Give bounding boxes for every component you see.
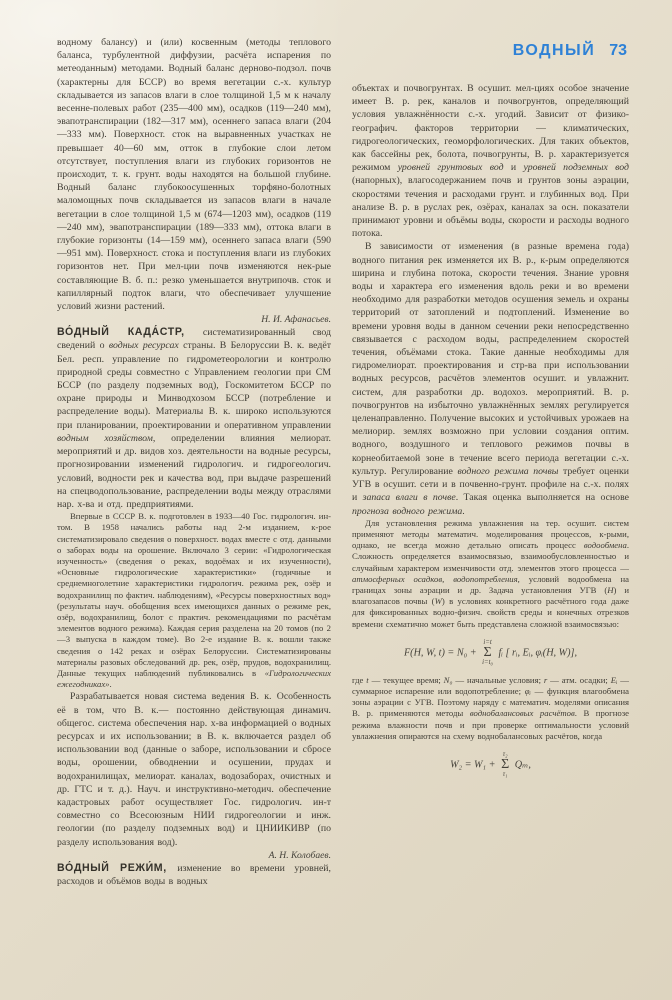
formula2-sum-lower-limit: τ₁ [502, 771, 508, 779]
formula2-sum-upper-limit: τ₂ [502, 750, 508, 758]
running-head-title: ВОДНЫЙ [512, 42, 596, 59]
paragraph-rezhim-continuation: объектах и почвогрунтах. В осушит. мел-циях особое значение имеет В. р. рек, каналов и почвогрунтов, определяющий условия увлажнённости с.-х. угодий. Зависит от физико-географич. факторов территории — климатических, гидрогеологических, геоморфологических. Для таких объектов, как бассейны рек, болота, почвогрунты, В. р. характеризуется режимом уровней грунтовых вод и уровней подземных вод (напорных), влагосодержанием почв и грунтов зоны аэрации, скоростями течения и расходами грунт. и глубинных вод. При анализе В. р. в руслах рек, озёрах, каналах за осн. показатели принимают уровни и объёмы воды, скорости и расходы водного потока. [352, 83, 629, 240]
paragraph-modeling-methods: Для установления режима увлажнения на тер. осушит. систем применяют методы математич. моделирования процессов, к-рыми, однако, не всегда можно детально описать процесс водообмена. Сложность определяется взаимосвязью, взаимообусловленностью и случайным характером изменчивости отд. элементов этого процесса — атмосферных осадков, водопотребления, условий водообмена на границах зоны аэрации и др. Задача установления УГВ (H) и влагозапасов почвы (W) в условиях конкретного расчётного года даже для фиксированных водно-физич. свойств среды и конечных отрезков времени схематично может быть представлена сложной взаимосвязью: [352, 517, 629, 629]
formula1-lhs: F(H, W, t) = N₀ + [403, 647, 477, 659]
sigma-symbol: Σ [483, 645, 492, 661]
formula1-sum-lower-limit: i=t₀ [482, 659, 493, 667]
signature-kolobaev: А. Н. Колобаев. [268, 849, 331, 861]
entry-vodny-kadastr: ВО́ДНЫЙ КАДА́СТР, систематизированный свод сведений о водных ресурсах страны. В Белоруссии В. к. ведёт Бел. респ. управление по гидрометеорологии и контролю природной среды совместно с Управлением геологии при СМ БССР (по разделу подземных вод), Госкомитетом БССР по охране природы и Минводхозом БССР (потребление и распределение воды). Материалы В. к. широко используются при планировании, проектировании и оперативном управлении водным хозяйством, определении влияния мелиорат. мероприятий и др. видов хоз. деятельности на водные ресурсы, прогнозировании изменений гидрологич. и гидрогеологич. условий, водности рек и качества вод, при выдаче разрешений на спецводопользование, распределении воды между отраслями нар. х-ва и отд. предприятиями. [57, 326, 331, 510]
paragraph-kadastr-history: Впервые в СССР В. к. подготовлен в 1933—40 Гос. гидрологич. ин-том. В 1958 начались работы над 2-м изданием, к-рое систематизировало сведения о поверхност. водах вместе с отд. данными о заборах воды на орошение. Включало 3 серии: «Гидрологическая изученность» (сведения о реках, водоёмах и их изученности), «Основные гидрологические характеристики» (годичные и среднемноголетние характеристики гидрологич. режима рек, озёр и водохранилищ по фактич. наблюдениям), «Ресурсы поверхностных вод» (результаты науч. обобщения всех имеющихся данных о режиме рек, озёр, водохранилищ, болот с практич. рекомендациями по расчётам элементов водного режима). Каждая серия разделена на 20 томов (по 2—3 выпуска в каждом томе). Во 2-е издание В. к. вошли также сведения о 142 реках и озёрах Белоруссии. Систематизированы материалы разовых обследований др. рек, озёр, прудов, водохранилищ. Данные текущих наблюдений публиковались в «Гидрологических ежегодниках». [57, 511, 331, 690]
sum-operator-icon [482, 639, 493, 667]
right-column [352, 36, 629, 787]
paragraph-water-balance-continuation: водному балансу) и (или) косвенным (методы теплового баланса, турбулентной диффузии, расчёта испарения по метеоданным) методами. Водный баланс дерново-подзол. почв (характерны для БССР) во время вегетации с.-х. культур складывается из запасов влаги в слое толщиной 1,5 м к началу весенне-полевых работ (235—400 мм), осадков (119—240 мм), эвапотранспирации (182—317 мм), осеннего запаса влаги (204—333 мм). Поверхност. сток на выравненных участках не превышает 40—60 мм, отток в глубокие слои летом отсутствует, поступления влаги из глубоких горизонтов не происходит, т. к. грунт. воды находятся на большой глубине. Водный баланс глубокоосушенных торфяно-болотных маломощных почв складывается из запасов влаги в начале вегетации в слое толщиной 1,5 м (674—1203 мм), осадков (119—240 мм), эвапотранспирации (189—333 мм), оттока влаги в глубокие горизонты (14—159 мм), осеннего запаса влаги (590—951 мм). Поверхност. стока и поступления влаги из глубоких горизонтов нет. При мел-ции почв изменяются нек-рые составляющие В. б. п.: резко уменьшается внутрипочв. сток и капиллярный подток влаги, что обеспечивает улучшение условий жизни растений. [57, 37, 331, 313]
formula-f-h-w-t [352, 639, 629, 667]
formula-water-storage [352, 751, 629, 779]
entry-vodny-rezhim: ВО́ДНЫЙ РЕЖИ́М, изменение во времени уровней, расходов и объёмов воды в водных [57, 861, 331, 887]
running-head [352, 42, 629, 60]
sum-operator-icon [501, 751, 509, 779]
paragraph-rezhim-dependence: В зависимости от изменения (в разные времена года) водного питания рек изменяется их В. р., к-рым определяются ширина и глубина потока, скорости течения. Знание уровня воды и характера его изменения вдоль реки и во времени необходимо для разработки методов осушения земель и охраны территорий от затоплений и подтоплений. Изменение во времени уровня воды в данном сечении реки непосредственно связывается с расходом воды, распределением скоростей течения, объёмами стока. Такие данные необходимы для гидромелиорат. проектирования и стр-ва при использовании водных ресурсов, расчётов элементов осушит. и увлажнит. систем, для разработки др. водохоз. мероприятий. В. р. почвогрунтов на избыточно увлажнённых землях регулируется целенаправленно. Получение высоких и устойчивых урожаев на мелиорир. землях возможно при условии создания оптим. водного, воздушного и теплового режимов почвы в корнеобитаемой зоне в течение всего периода вегетации с.-х. культур. Регулирование водного режима почвы требует оценки УГВ в осушит. сети и в почвенно-грунт. профиле на с.-х. полях и запаса влаги в почве. Такая оценка выполняется на основе прогноза водного режима. [352, 241, 630, 517]
paragraph-formula-legend: где t — текущее время; N₀ — начальные условия; r — атм. осадки; Eᵢ — суммарное испарение или водопотребление; φᵢ — функция влагообмена зоны аэрации с УГВ. Поэтому наряду с математич. моделями описания В. р. применяются методы воднобалансовых расчётов. В прогнозе режима влажности почв и при проверке оптимальности условий увлажнения опираются на схему воднобалансовых расчётов, когда [352, 674, 629, 741]
formula1-rhs: fᵢ [ rᵢ, Eᵢ, φᵢ(H, W)], [498, 647, 578, 659]
paragraph-kadastr-new-system: Разрабатывается новая система ведения В. к. Особенность её в том, что В. к.— постоянно действующая динамич. общегос. система обеспечения нар. х-ва информацией о водных ресурсах и их использовании; в В. к. включается раздел об использовании вод (данные о заборе, использовании и сбросе воды, орошении, обводнении и осушении, прудах и водохранилищах, мелиорат. каналах, водозаборах, очистных и др. ГТС и т. д.). Науч. и инструктивно-методич. обеспечение кадастровых работ осуществляет Гос. гидрологич. ин-т совместно со Всесоюзным НИИ гидрогеологии и инж. геологии (по разделу подземных вод) и ЦНИИКИВР (по разделу использования вод). [57, 691, 331, 848]
formula1-sum-upper-limit: i=t [483, 638, 492, 646]
page-number: 73 [609, 42, 627, 59]
sigma-symbol: Σ [501, 757, 510, 773]
formula2-lhs: W₂ = W₁ + [450, 759, 496, 771]
formula2-rhs: Qₘ, [514, 759, 531, 771]
left-column [57, 36, 331, 888]
signature-afanasyev: Н. И. Афанасьев. [261, 314, 331, 326]
